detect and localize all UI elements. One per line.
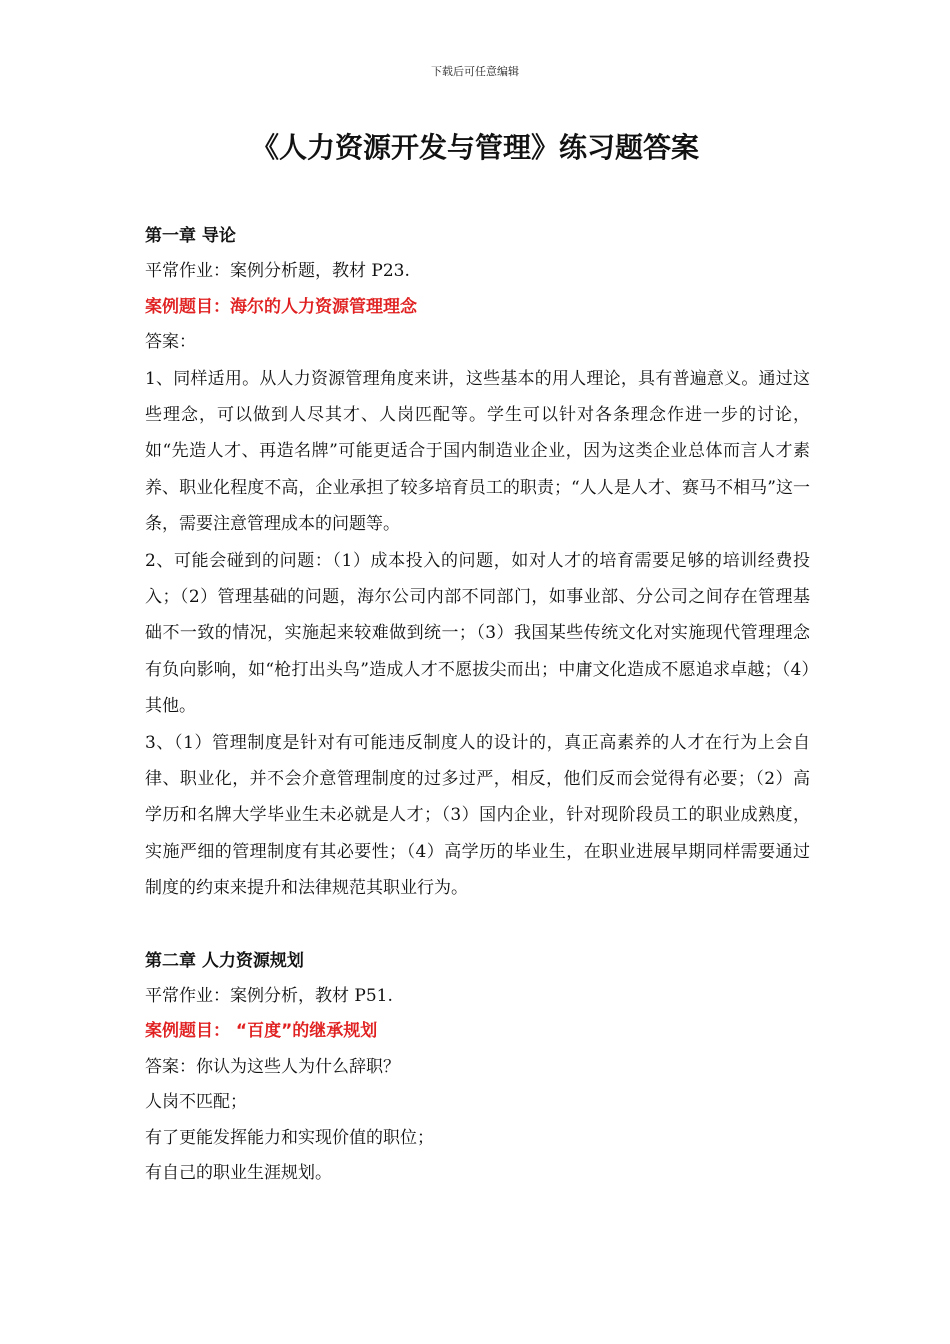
- assignment-line: 平常作业：案例分析，教材 P51.: [145, 985, 393, 1006]
- chapter-heading: 第一章 导论: [145, 226, 236, 246]
- chapter-2: [145, 943, 810, 1192]
- answer-label: 答案：你认为这些人为什么辞职？: [145, 1056, 400, 1077]
- case-title: 案例题目：海尔的人力资源管理理念: [145, 296, 417, 317]
- assignment-line: 平常作业：案例分析题，教材 P23.: [145, 261, 410, 281]
- header-note: 下载后可任意编辑: [431, 65, 519, 78]
- case-title: 案例题目： “百度”的继承规划: [145, 1021, 378, 1042]
- document-body: [145, 218, 810, 1192]
- chapter-heading: 第二章 人力资源规划: [145, 950, 304, 971]
- answer-paragraph-2: 2、可能会碰到的问题：（1）成本投入的问题，如对人才的培育需要足够的培训经费投入；（2）管理基础的问题，海尔公司内部不同部门，如事业部、分公司之间存在管理基础不一致的情况，实施起来较难做到统一；（3）我国某些传统文化对实施现代管理理念有负向影响，如“枪打出头鸟”造成人才不愿拔尖而出；中庸文化造成不愿追求卓越；（4）其他。: [145, 550, 810, 717]
- answer-line: 有自己的职业生涯规划。: [145, 1163, 332, 1184]
- answer-line: 有了更能发挥能力和实现价值的职位；: [145, 1127, 434, 1148]
- document-title: 《人力资源开发与管理》练习题答案: [250, 131, 699, 164]
- answer-paragraph-3: 3、（1）管理制度是针对有可能违反制度人的设计的，真正高素养的人才在行为上会自律、职业化，并不会介意管理制度的过多过严，相反，他们反而会觉得有必要；（2）高学历和名牌大学毕业生未必就是人才；（3）国内企业，针对现阶段员工的职业成熟度，实施严细的管理制度有其必要性；（4）高学历的毕业生，在职业进展早期同样需要通过制度的约束来提升和法律规范其职业行为。: [145, 732, 810, 899]
- answer-paragraph-1: 1、同样适用。从人力资源管理角度来讲，这些基本的用人理论，具有普遍意义。通过这些理念，可以做到人尽其才、人岗匹配等。学生可以针对各条理念作进一步的讨论，如“先造人才、再造名牌”可能更适合于国内制造业企业，因为这类企业总体而言人才素养、职业化程度不高，企业承担了较多培育员工的职责；“人人是人才、赛马不相马”这一条，需要注意管理成本的问题等。: [145, 368, 810, 535]
- answer-line: 人岗不匹配；: [145, 1092, 247, 1113]
- chapter-1: [145, 218, 810, 907]
- answer-label: 答案：: [145, 332, 196, 352]
